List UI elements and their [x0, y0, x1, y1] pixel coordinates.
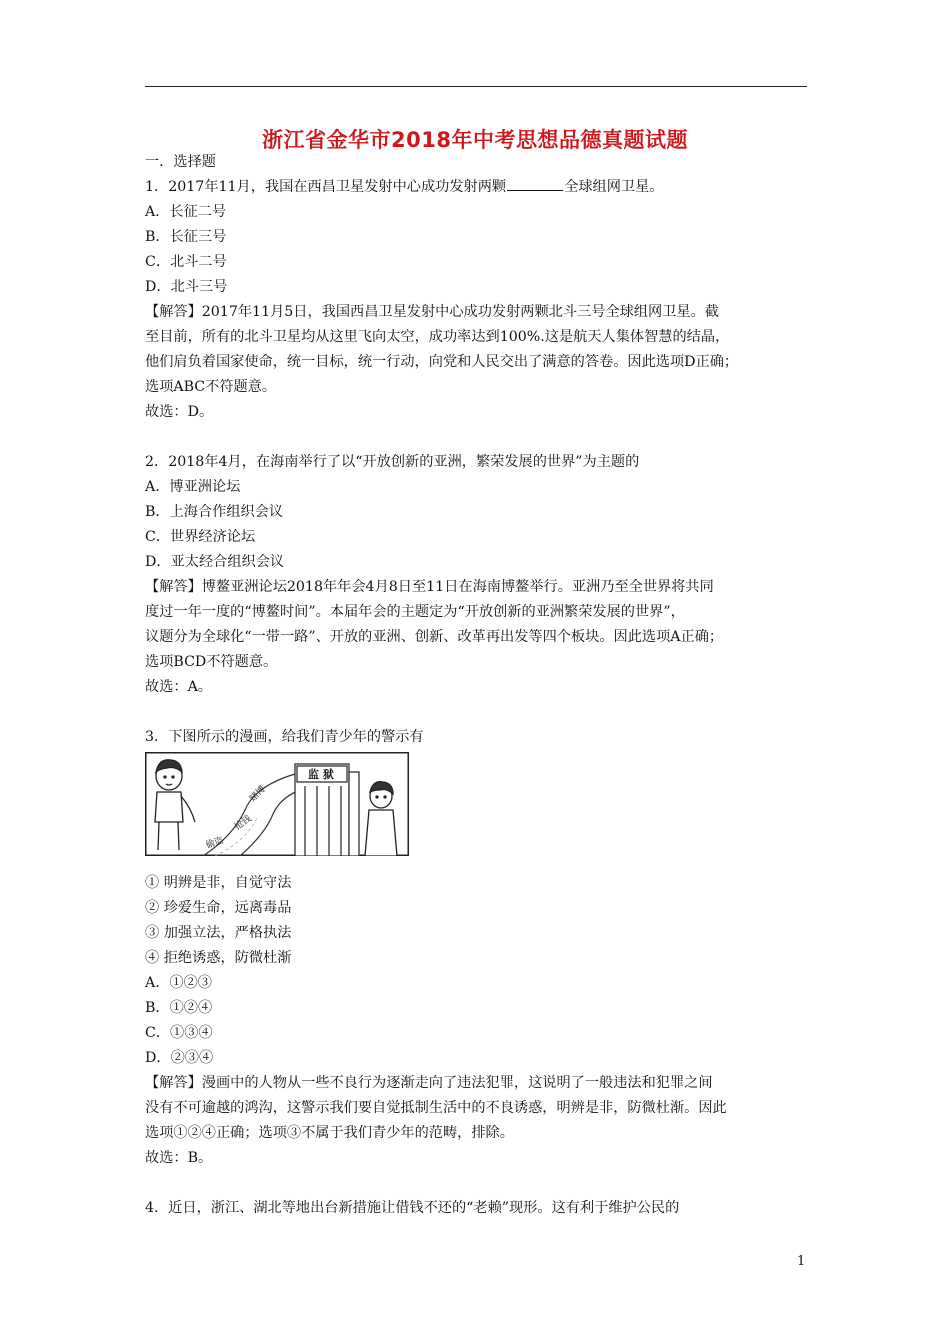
page-number: 1 [797, 1254, 806, 1269]
page-title: 浙江省金华市2018年中考思想品德真题试题 [262, 128, 688, 152]
q3-option: A．①②③ [145, 975, 212, 991]
q4-stem: 4．近日，浙江、湖北等地出台新措施让借钱不还的“老赖”现形。这有利于维护公民的 [145, 1200, 680, 1216]
q1-option: D．北斗三号 [145, 279, 228, 295]
q1-answer-line: 【解答】2017年11月5日，我国西昌卫星发射中心成功发射两颗北斗三号全球组网卫星。截 [145, 304, 719, 320]
q1-result: 故选：D。 [145, 404, 214, 420]
prison-sign: 监 狱 [308, 768, 334, 781]
q1-option: C．北斗二号 [145, 254, 227, 270]
section-heading: 一．选择题 [145, 154, 216, 170]
q2-answer-line: 【解答】博鳌亚洲论坛2018年年会4月8日至11日在海南博鳌举行。亚洲乃至全世界将共同 [145, 579, 714, 595]
road-label: 赌博 [248, 784, 268, 805]
q2-answer-line: 议题分为全球化“一带一路”、开放的亚洲、创新、改革再出发等四个板块。因此选项A正确； [145, 629, 724, 645]
q1-option: A．长征二号 [145, 204, 227, 220]
q3-answer-line: 选项①②④正确；选项③不属于我们青少年的范畴，排除。 [145, 1125, 514, 1141]
q3-statement: ③ 加强立法，严格执法 [145, 925, 292, 941]
q2-stem: 2．2018年4月，在海南举行了以“开放创新的亚洲，繁荣发展的世界”为主题的 [145, 454, 640, 470]
q1-answer-line: 他们肩负着国家使命，统一目标，统一行动，向党和人民交出了满意的答卷。因此选项D正确； [145, 354, 739, 370]
q2-option: B．上海合作组织会议 [145, 504, 284, 520]
q3-option: C．①③④ [145, 1025, 213, 1041]
q3-statement: ④ 拒绝诱惑，防微杜渐 [145, 950, 292, 966]
q2-option: A．博亚洲论坛 [145, 479, 241, 495]
q1-answer-line: 至目前，所有的北斗卫星均从这里飞向太空，成功率达到100%.这是航天人集体智慧的结晶， [145, 329, 730, 345]
q3-statement: ② 珍爱生命，远离毒品 [145, 900, 292, 916]
document-body [145, 150, 817, 1221]
road-label: 抢钱 [232, 813, 254, 833]
q3-answer-line: 没有不可逾越的鸿沟，这警示我们要自觉抵制生活中的不良诱惑，明辨是非，防微杜渐。因此 [145, 1100, 727, 1116]
header-rule [145, 86, 807, 87]
q1-answer-line: 选项ABC不符题意。 [145, 379, 277, 395]
q2-answer-line: 选项BCD不符题意。 [145, 654, 278, 670]
q2-option: D．亚太经合组织会议 [145, 554, 285, 570]
child-figure-right [365, 782, 397, 856]
q1-option: B．长征三号 [145, 229, 227, 245]
q3-option: B．①②④ [145, 1000, 213, 1016]
answer-blank [507, 175, 563, 191]
road-label: 偷盗 [204, 835, 226, 851]
q3-stem: 3．下图所示的漫画，给我们青少年的警示有 [145, 729, 424, 745]
q3-statement: ① 明辨是非，自觉守法 [145, 875, 292, 891]
q2-answer-line: 度过一年一度的“博鳌时间”。本届年会的主题定为“开放创新的亚洲繁荣发展的世界”， [145, 604, 685, 620]
q3-answer-line: 【解答】漫画中的人物从一些不良行为逐渐走向了违法犯罪，这说明了一般违法和犯罪之间 [145, 1075, 713, 1091]
q2-option: C．世界经济论坛 [145, 529, 256, 545]
q2-result: 故选：A。 [145, 679, 212, 695]
q3-option: D．②③④ [145, 1050, 214, 1066]
q3-result: 故选：B。 [145, 1150, 213, 1166]
q1-stem: 1．2017年11月，我国在西昌卫星发射中心成功发射两颗 全球组网卫星。 [145, 175, 817, 200]
cartoon-image [145, 752, 409, 856]
